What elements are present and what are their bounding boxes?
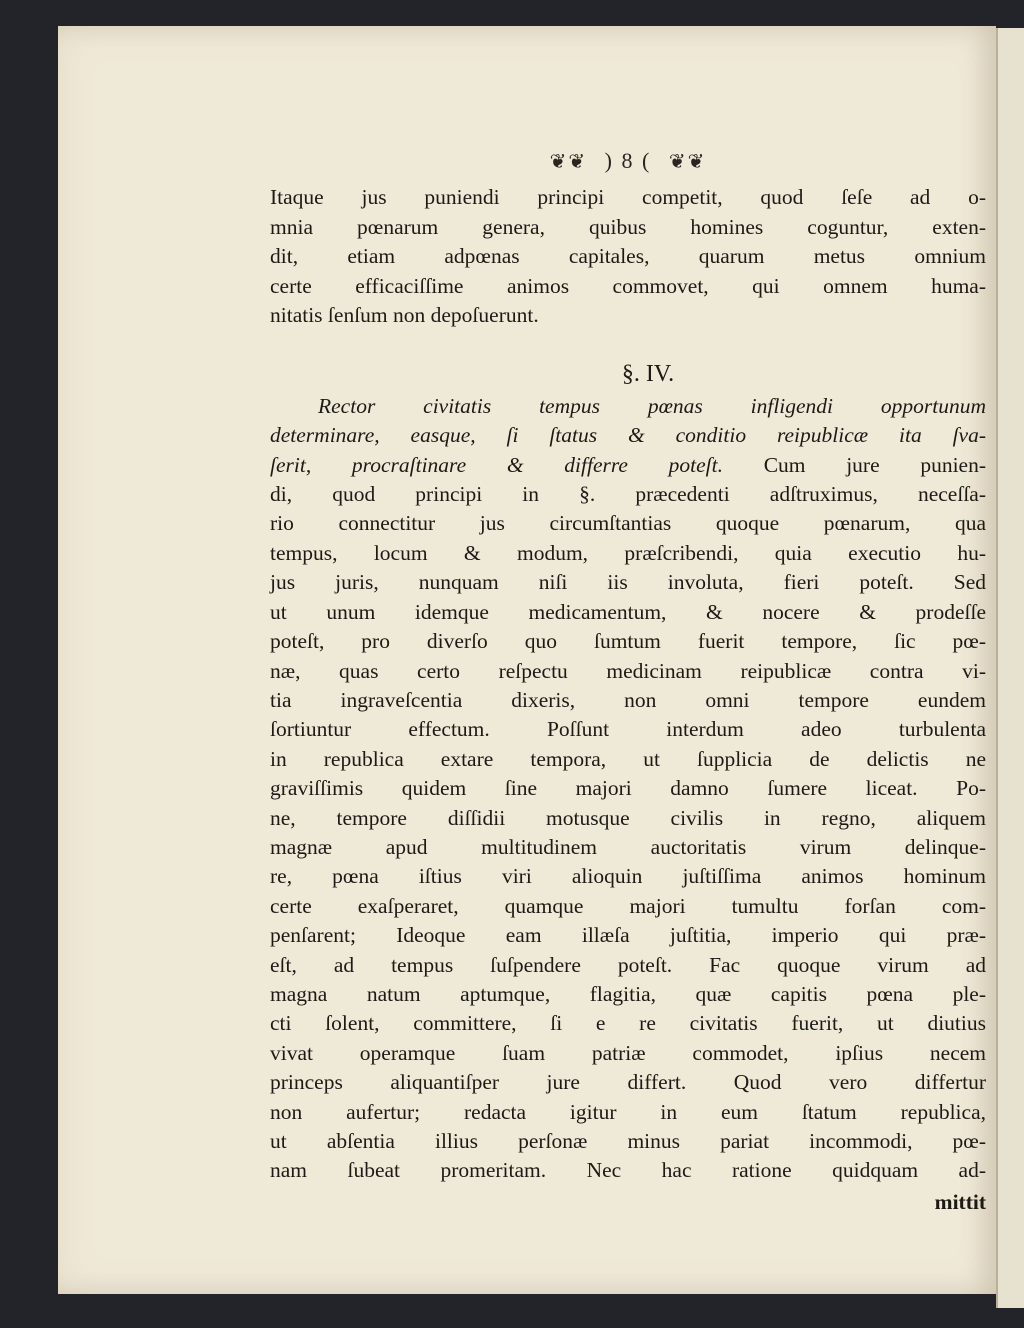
text-line: poteſt, pro diverſo quo ſumtum fuerit tempore, ſic pœ- xyxy=(270,629,986,654)
text-line: næ, quas certo reſpectu medicinam reipublicæ contra vi- xyxy=(270,658,986,683)
section-heading: §. IV. xyxy=(621,361,675,388)
text-line: magna natum aptumque, flagitia, quæ capitis pœna ple- xyxy=(270,981,986,1006)
text-line: ut unum idemque medicamentum, & nocere & prodeſſe xyxy=(270,599,986,624)
text-line: ut abſentia illius perſonæ minus pariat incommodi, pœ- xyxy=(270,1129,986,1153)
page-text xyxy=(270,146,986,1217)
text-line: in republica extare tempora, ut ſupplicia de delictis ne xyxy=(270,746,986,771)
text-line: tia ingraveſcentia dixeris, non omni tempore eundem xyxy=(270,687,986,712)
text-line: penſarent; Ideoque eam illæſa juſtitia, imperio qui præ- xyxy=(270,923,986,948)
text-line: certe efficaciſſime animos commovet, qui omnem huma- xyxy=(270,273,986,298)
text-line: mnia pœnarum genera, quibus homines coguntur, exten- xyxy=(270,214,986,239)
text-line: eſt, ad tempus ſuſpendere poteſt. Fac quoque virum ad xyxy=(270,952,986,977)
text-line: jus juris, nunquam niſi iis involuta, fieri poteſt. Sed xyxy=(270,570,986,595)
paragraph-1 xyxy=(270,183,986,330)
roman-text: Cum jure punien- xyxy=(763,452,987,477)
italic-text: ſerit, procraſtinare & differre poteſt. xyxy=(270,452,723,477)
text-line: ſortiuntur effectum. Poſſunt interdum adeo turbulenta xyxy=(270,717,986,742)
text-line: non aufertur; redacta igitur in eum ſtatum republica, xyxy=(270,1099,986,1124)
ornament-right-icon: ❦❦ xyxy=(668,151,707,173)
paragraph-2 xyxy=(270,392,986,1186)
text-line: tempus, locum & modum, præſcribendi, quia executio hu- xyxy=(270,540,986,565)
text-line: di, quod principi in §. præcedenti adſtruximus, neceſſa- xyxy=(270,482,986,507)
text-line: nam ſubeat promeritam. Nec hac ratione quidquam ad- xyxy=(270,1158,986,1183)
adjacent-page-edge xyxy=(996,28,1024,1308)
text-line: determinare, easque, ſi ſtatus & conditio reipublicæ ita ſva- xyxy=(270,423,986,448)
text-line: dit, etiam adpœnas capitales, quarum metus omnium xyxy=(270,244,986,269)
text-line: ne, tempore diſſidii motusque civilis in regno, aliquem xyxy=(270,805,986,830)
text-line: rio connectitur jus circumſtantias quoque pœnarum, qua xyxy=(270,511,986,536)
catchword: mittit xyxy=(934,1189,986,1214)
text-line: Rector civitatis tempus pœnas infligendi opportunum xyxy=(318,393,986,418)
book-page xyxy=(58,26,996,1294)
text-line: graviſſimis quidem ſine majori damno ſumere liceat. Po- xyxy=(270,776,986,801)
text-line: princeps aliquantiſper jure differt. Quod vero differtur xyxy=(270,1070,986,1095)
text-line: Itaque jus puniendi principi competit, quod ſeſe ad o- xyxy=(270,185,986,210)
running-header xyxy=(270,146,986,177)
text-line: vivat operamque ſuam patriæ commodet, ipſius necem xyxy=(270,1040,986,1065)
text-line: nitatis ſenſum non depoſuerunt. xyxy=(270,303,539,328)
spacer xyxy=(270,330,986,360)
ornament-left-icon: ❦❦ xyxy=(549,151,588,173)
text-line: re, pœna iſtius viri alioquin juſtiſſima animos hominum xyxy=(270,864,986,889)
text-line: magnæ apud multitudinem auctoritatis virum delinque- xyxy=(270,834,986,859)
text-line: certe exaſperaret, quamque majori tumultu forſan com- xyxy=(270,893,986,918)
text-line: cti ſolent, committere, ſi e re civitatis fuerit, ut diutius xyxy=(270,1011,986,1036)
text-line-mixed xyxy=(270,451,986,480)
page-number: ) 8 ( xyxy=(604,148,652,173)
